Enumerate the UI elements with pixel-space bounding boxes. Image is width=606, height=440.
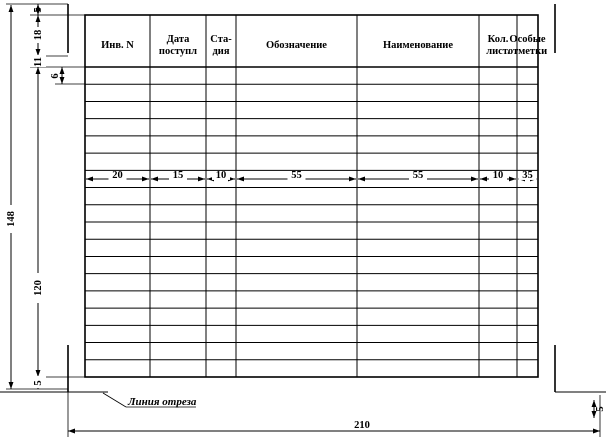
column-width-dim: 55 [291, 169, 302, 181]
column-width-dim: 55 [412, 169, 424, 181]
table-border [85, 15, 538, 377]
column-header: Наименование [383, 40, 453, 51]
column-header: Инв. N [101, 40, 134, 51]
dim-gap: 11 [33, 57, 44, 67]
column-width-dimensions [86, 170, 537, 181]
column-header: Ста-дия [210, 34, 232, 57]
dim-row-height: 6 [50, 73, 61, 79]
vertical-dimensions [3, 2, 85, 389]
column-header: Кол. лист. [486, 34, 510, 57]
dim-header-height: 18 [33, 29, 44, 41]
column-header: Дата поступл [158, 34, 198, 57]
form-table [85, 15, 547, 377]
column-width-dim: 35 [522, 169, 533, 181]
row-lines [85, 84, 538, 360]
column-width-dim: 10 [492, 169, 504, 181]
dim-bottom-margin: 5 [33, 380, 44, 386]
column-headers [101, 34, 547, 57]
dim-total-width: 210 [354, 420, 370, 431]
dim-body-height: 120 [33, 280, 44, 296]
dim-total-height: 148 [6, 211, 17, 227]
cut-line-annotation [103, 393, 197, 408]
corner-marks [0, 4, 606, 392]
column-header: Обозначение [266, 40, 327, 51]
column-width-dim: 15 [172, 169, 184, 181]
column-header: Особые отметки [507, 34, 548, 57]
column-dividers [150, 15, 517, 377]
column-width-dim: 20 [112, 169, 123, 181]
column-width-dim: 10 [215, 169, 227, 181]
dim-top-margin: 5 [33, 7, 44, 13]
cut-line-label: Линия отреза [128, 396, 197, 408]
dim-right-margin: 5 [595, 406, 606, 412]
